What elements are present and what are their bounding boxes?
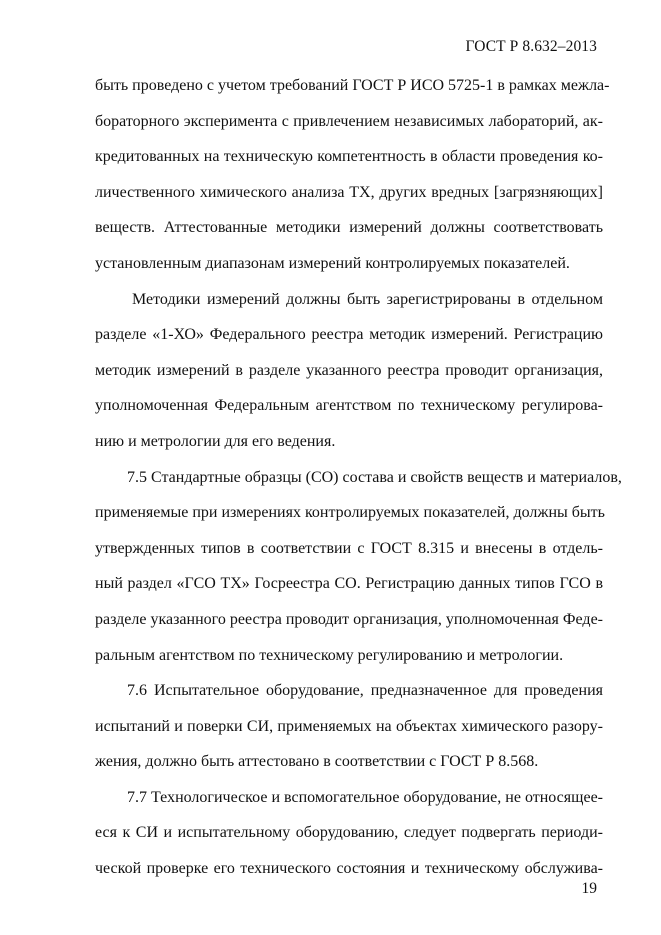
text-line: личественного химического анализа ТХ, других вредных [загрязняющих] (95, 183, 603, 201)
paragraph-7-7 (95, 780, 603, 887)
text-line: разделе «1-ХО» Федерального реестра методик измерений. Регистрацию (95, 326, 603, 344)
text-line: ческой проверке его технического состояния и техническому обслужива- (95, 860, 603, 878)
text-line: установленным диапазонам измерений контролируемых показателей. (95, 254, 570, 272)
text-line: методик измерений в разделе указанного реестра проводит организация, (95, 361, 603, 379)
text-line: 7.6 Испытательное оборудование, предназначенное для проведения (127, 682, 603, 700)
text-line: кредитованных на техническую компетентность в области проведения ко- (95, 148, 603, 166)
paragraph-continuation (95, 68, 610, 282)
paragraph-7-6 (95, 673, 603, 780)
text-line: испытаний и поверки СИ, применяемых на объектах химического разору- (95, 717, 603, 735)
text-line: веществ. Аттестованные методики измерений должны соответствовать (95, 219, 603, 237)
text-line: 7.7 Технологическое и вспомогательное оборудование, не относящее- (127, 788, 603, 806)
text-line: разделе указанного реестра проводит организация, уполномоченная Феде- (95, 610, 603, 628)
text-line: ральным агентством по техническому регулированию и метрологии. (95, 646, 564, 664)
text-line: бораторного эксперимента с привлечением независимых лабораторий, ак- (95, 112, 603, 130)
text-line: еся к СИ и испытательному оборудованию, следует подвергать периоди- (95, 824, 603, 842)
text-line: утвержденных типов в соответствии с ГОСТ 8.315 и внесены в отдель- (95, 539, 603, 557)
page-number: 19 (581, 880, 597, 897)
text-line: жения, должно быть аттестовано в соответствии с ГОСТ Р 8.568. (95, 753, 539, 771)
paragraph-registration (95, 282, 603, 460)
text-line: быть проведено с учетом требований ГОСТ Р ИСО 5725-1 в рамках межла- (95, 77, 610, 94)
text-line: Методики измерений должны быть зарегистрированы в отдельном (132, 290, 603, 308)
text-line: ный раздел «ГСО ТХ» Госреестра СО. Регистрацию данных типов ГСО в (95, 575, 603, 593)
document-header: ГОСТ Р 8.632–2013 (465, 38, 597, 55)
text-line: применяемые при измерениях контролируемых показателей, должны быть (95, 504, 605, 522)
text-line: уполномоченная Федеральным агентством по техническому регулирова- (95, 397, 603, 415)
text-line: 7.5 Стандартные образцы (СО) состава и свойств веществ и материалов, (127, 468, 622, 486)
text-line: нию и метрологии для его ведения. (95, 432, 336, 450)
document-body (95, 68, 622, 887)
paragraph-7-5 (95, 460, 622, 674)
